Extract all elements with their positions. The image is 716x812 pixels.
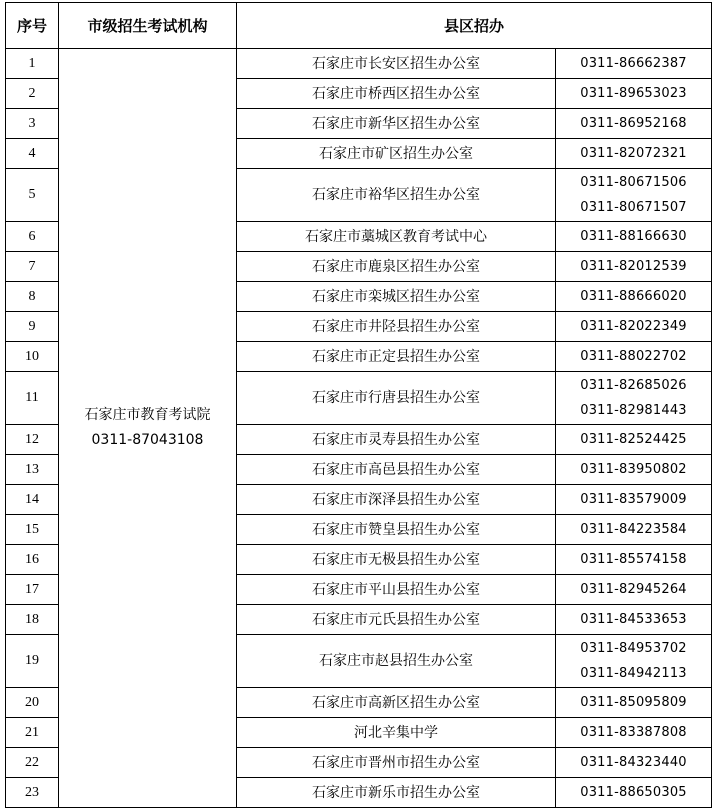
row-index: 20 (6, 688, 59, 718)
office-phone-cell (556, 575, 712, 605)
office-name: 石家庄市长安区招生办公室 (237, 49, 556, 79)
office-name: 石家庄市深泽县招生办公室 (237, 485, 556, 515)
office-phone-cell (556, 139, 712, 169)
table-row (6, 49, 712, 79)
office-phone: 0311-82981443 (580, 403, 687, 418)
office-name: 石家庄市行唐县招生办公室 (237, 372, 556, 425)
office-name: 石家庄市矿区招生办公室 (237, 139, 556, 169)
office-name: 石家庄市灵寿县招生办公室 (237, 425, 556, 455)
office-name: 石家庄市无极县招生办公室 (237, 545, 556, 575)
office-name: 石家庄市高新区招生办公室 (237, 688, 556, 718)
office-phone: 0311-82022349 (580, 319, 687, 334)
office-phone: 0311-82072321 (580, 146, 687, 161)
row-index: 2 (6, 79, 59, 109)
office-name: 石家庄市赵县招生办公室 (237, 635, 556, 688)
table-body (6, 49, 712, 808)
row-index: 17 (6, 575, 59, 605)
office-phone-cell (556, 635, 712, 688)
office-name: 石家庄市高邑县招生办公室 (237, 455, 556, 485)
header-city-org: 市级招生考试机构 (59, 3, 237, 49)
office-phone: 0311-84533653 (580, 612, 687, 627)
table-header-row (6, 3, 712, 49)
office-name: 石家庄市新华区招生办公室 (237, 109, 556, 139)
office-phone-cell (556, 485, 712, 515)
office-name: 石家庄市正定县招生办公室 (237, 342, 556, 372)
row-index: 7 (6, 252, 59, 282)
row-index: 9 (6, 312, 59, 342)
office-phone: 0311-88650305 (580, 785, 687, 800)
row-index: 21 (6, 718, 59, 748)
office-name: 石家庄市藁城区教育考试中心 (237, 222, 556, 252)
office-phone: 0311-82012539 (580, 259, 687, 274)
office-name: 石家庄市鹿泉区招生办公室 (237, 252, 556, 282)
row-index: 18 (6, 605, 59, 635)
office-phone: 0311-86662387 (580, 56, 687, 71)
row-index: 23 (6, 778, 59, 808)
contact-table (5, 2, 712, 808)
office-phone: 0311-84323440 (580, 755, 687, 770)
row-index: 15 (6, 515, 59, 545)
header-index: 序号 (6, 3, 59, 49)
office-phone: 0311-80671506 (580, 175, 687, 190)
office-phone-cell (556, 372, 712, 425)
office-phone-cell (556, 49, 712, 79)
office-name: 石家庄市赞皇县招生办公室 (237, 515, 556, 545)
office-phone: 0311-80671507 (580, 200, 687, 215)
office-phone: 0311-85574158 (580, 552, 687, 567)
row-index: 8 (6, 282, 59, 312)
header-county-office: 县区招办 (237, 3, 712, 49)
row-index: 14 (6, 485, 59, 515)
office-phone-cell (556, 79, 712, 109)
office-phone-cell (556, 282, 712, 312)
office-phone: 0311-84223584 (580, 522, 687, 537)
row-index: 13 (6, 455, 59, 485)
office-phone-cell (556, 252, 712, 282)
row-index: 1 (6, 49, 59, 79)
office-phone-cell (556, 748, 712, 778)
office-phone-cell (556, 109, 712, 139)
office-phone-cell (556, 169, 712, 222)
office-phone-cell (556, 425, 712, 455)
office-name: 石家庄市裕华区招生办公室 (237, 169, 556, 222)
office-phone: 0311-83387808 (580, 725, 687, 740)
office-phone-cell (556, 778, 712, 808)
office-name: 石家庄市新乐市招生办公室 (237, 778, 556, 808)
office-phone-cell (556, 605, 712, 635)
row-index: 16 (6, 545, 59, 575)
office-phone-cell (556, 688, 712, 718)
office-phone: 0311-84942113 (580, 666, 687, 681)
office-name: 石家庄市晋州市招生办公室 (237, 748, 556, 778)
office-phone-cell (556, 222, 712, 252)
office-phone-cell (556, 718, 712, 748)
office-phone-cell (556, 545, 712, 575)
office-phone-cell (556, 342, 712, 372)
row-index: 5 (6, 169, 59, 222)
row-index: 12 (6, 425, 59, 455)
office-phone-cell (556, 455, 712, 485)
office-phone: 0311-83579009 (580, 492, 687, 507)
office-name: 石家庄市元氏县招生办公室 (237, 605, 556, 635)
office-phone: 0311-82524425 (580, 432, 687, 447)
city-org-name: 石家庄市教育考试院 (84, 407, 211, 423)
office-phone-cell (556, 312, 712, 342)
office-name: 河北辛集中学 (237, 718, 556, 748)
office-phone: 0311-88666020 (580, 289, 687, 304)
city-org-cell (59, 49, 237, 808)
office-phone: 0311-85095809 (580, 695, 687, 710)
office-name: 石家庄市栾城区招生办公室 (237, 282, 556, 312)
row-index: 11 (6, 372, 59, 425)
row-index: 22 (6, 748, 59, 778)
office-name: 石家庄市平山县招生办公室 (237, 575, 556, 605)
office-phone: 0311-88166630 (580, 229, 687, 244)
office-phone: 0311-82945264 (580, 582, 687, 597)
city-org-phone: 0311-87043108 (91, 432, 204, 448)
office-phone: 0311-84953702 (580, 641, 687, 656)
office-phone: 0311-82685026 (580, 378, 687, 393)
office-name: 石家庄市桥西区招生办公室 (237, 79, 556, 109)
row-index: 3 (6, 109, 59, 139)
office-phone: 0311-83950802 (580, 462, 687, 477)
office-phone: 0311-89653023 (580, 86, 687, 101)
row-index: 6 (6, 222, 59, 252)
row-index: 10 (6, 342, 59, 372)
row-index: 4 (6, 139, 59, 169)
office-phone: 0311-86952168 (580, 116, 687, 131)
office-phone: 0311-88022702 (580, 349, 687, 364)
office-name: 石家庄市井陉县招生办公室 (237, 312, 556, 342)
office-phone-cell (556, 515, 712, 545)
row-index: 19 (6, 635, 59, 688)
